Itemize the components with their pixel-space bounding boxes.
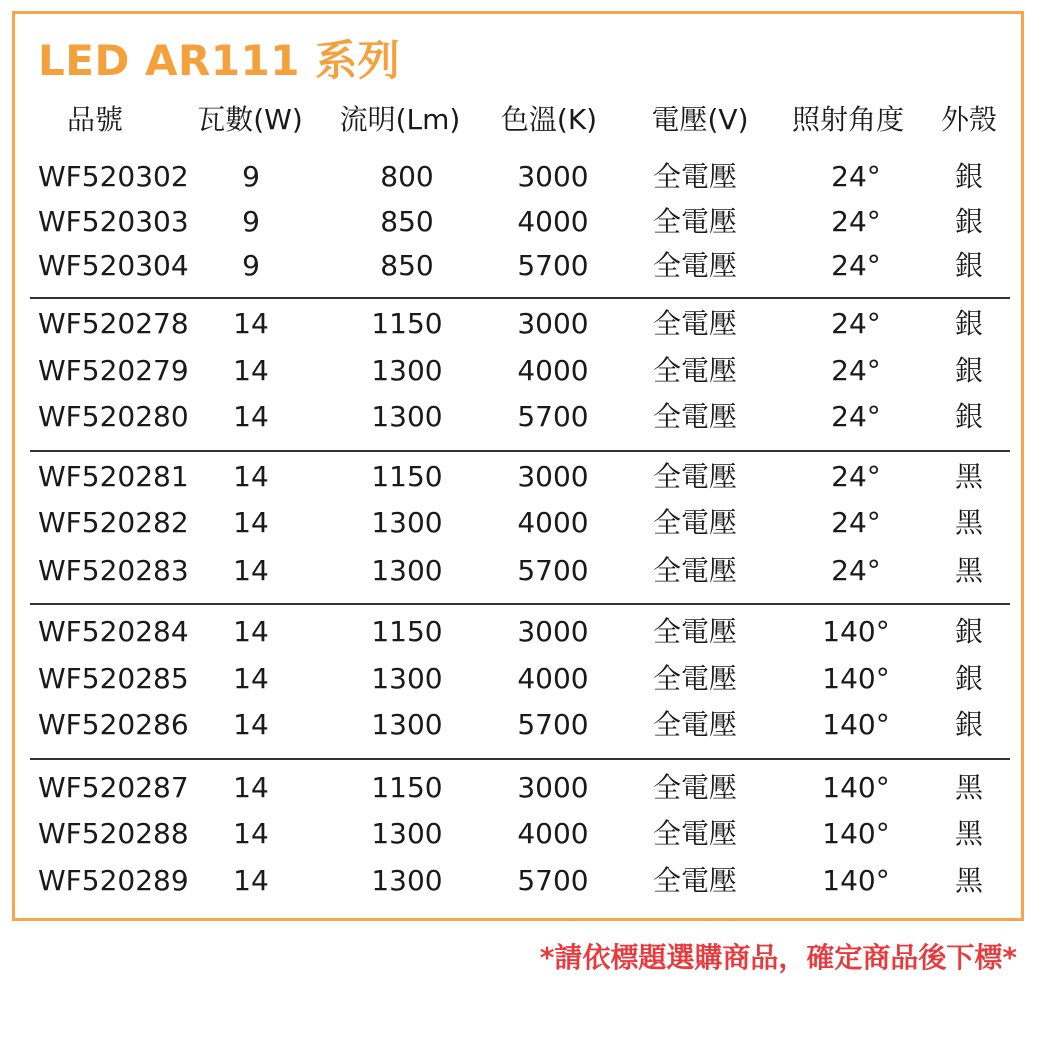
cell-color-temp: 3000 [517,460,589,493]
cell-wattage: 9 [242,160,260,193]
cell-lumens: 1300 [371,864,443,897]
cell-color-temp: 4000 [517,205,589,238]
cell-color-temp: 5700 [517,400,589,433]
cell-beam-angle: 24° [831,205,881,238]
cell-part-number: WF520282 [38,506,189,539]
cell-color-temp: 5700 [517,708,589,741]
group-divider [30,758,1010,760]
cell-voltage: 全電壓 [652,615,737,648]
cell-lumens: 1150 [371,615,443,648]
cell-color-temp: 4000 [517,506,589,539]
cell-beam-angle: 140° [822,817,890,850]
cell-part-number: WF520284 [38,615,189,648]
cell-voltage: 全電壓 [652,354,737,387]
cell-part-number: WF520283 [38,554,189,587]
cell-housing: 銀 [954,400,983,433]
cell-part-number: WF520281 [38,460,189,493]
cell-part-number: WF520303 [38,205,189,238]
cell-housing: 銀 [954,615,983,648]
cell-lumens: 1150 [371,771,443,804]
cell-beam-angle: 24° [831,460,881,493]
purchase-note: *請依標題選購商品，確定商品後下標* [539,941,1017,974]
header-part-number: 品號 [66,103,123,136]
cell-voltage: 全電壓 [652,307,737,340]
cell-part-number: WF520304 [38,249,189,282]
cell-wattage: 9 [242,205,260,238]
cell-part-number: WF520287 [38,771,189,804]
cell-voltage: 全電壓 [652,400,737,433]
cell-lumens: 1300 [371,354,443,387]
cell-wattage: 14 [233,615,269,648]
cell-wattage: 14 [233,864,269,897]
cell-voltage: 全電壓 [652,506,737,539]
cell-voltage: 全電壓 [652,771,737,804]
cell-wattage: 14 [233,460,269,493]
cell-beam-angle: 24° [831,554,881,587]
cell-part-number: WF520279 [38,354,189,387]
cell-housing: 銀 [954,307,983,340]
cell-voltage: 全電壓 [652,160,737,193]
header-lumens: 流明(Lm) [339,103,461,136]
cell-part-number: WF520288 [38,817,189,850]
cell-lumens: 1300 [371,662,443,695]
cell-housing: 黑 [954,554,983,587]
cell-lumens: 850 [380,249,434,282]
cell-color-temp: 5700 [517,249,589,282]
cell-lumens: 800 [380,160,434,193]
cell-color-temp: 5700 [517,554,589,587]
cell-voltage: 全電壓 [652,460,737,493]
cell-color-temp: 4000 [517,817,589,850]
cell-beam-angle: 24° [831,307,881,340]
cell-beam-angle: 140° [822,708,890,741]
cell-lumens: 850 [380,205,434,238]
cell-voltage: 全電壓 [652,554,737,587]
cell-wattage: 14 [233,708,269,741]
cell-color-temp: 4000 [517,354,589,387]
cell-housing: 黑 [954,817,983,850]
cell-beam-angle: 24° [831,354,881,387]
cell-voltage: 全電壓 [652,708,737,741]
cell-beam-angle: 140° [822,771,890,804]
cell-voltage: 全電壓 [652,249,737,282]
cell-beam-angle: 24° [831,506,881,539]
cell-lumens: 1300 [371,708,443,741]
cell-housing: 銀 [954,205,983,238]
cell-color-temp: 3000 [517,771,589,804]
cell-beam-angle: 140° [822,864,890,897]
cell-color-temp: 5700 [517,864,589,897]
header-housing: 外殼 [940,103,997,136]
cell-lumens: 1300 [371,554,443,587]
cell-wattage: 14 [233,400,269,433]
cell-housing: 黑 [954,460,983,493]
cell-housing: 銀 [954,249,983,282]
page-title: LED AR111 系列 [38,36,401,85]
cell-color-temp: 3000 [517,615,589,648]
cell-housing: 黑 [954,864,983,897]
group-divider [30,603,1010,605]
cell-part-number: WF520302 [38,160,189,193]
header-beam-angle: 照射角度 [791,103,904,136]
cell-housing: 黑 [954,771,983,804]
cell-part-number: WF520285 [38,662,189,695]
cell-housing: 黑 [954,506,983,539]
cell-color-temp: 3000 [517,307,589,340]
cell-housing: 銀 [954,662,983,695]
cell-beam-angle: 24° [831,249,881,282]
cell-wattage: 14 [233,506,269,539]
cell-housing: 銀 [954,708,983,741]
cell-part-number: WF520280 [38,400,189,433]
cell-part-number: WF520286 [38,708,189,741]
header-voltage: 電壓(V) [651,103,749,136]
cell-beam-angle: 140° [822,662,890,695]
cell-wattage: 14 [233,662,269,695]
cell-wattage: 14 [233,307,269,340]
cell-beam-angle: 24° [831,160,881,193]
cell-housing: 銀 [954,354,983,387]
cell-voltage: 全電壓 [652,205,737,238]
cell-wattage: 9 [242,249,260,282]
cell-voltage: 全電壓 [652,817,737,850]
cell-color-temp: 4000 [517,662,589,695]
cell-lumens: 1300 [371,400,443,433]
cell-wattage: 14 [233,354,269,387]
group-divider [30,450,1010,452]
header-color-temp: 色溫(K) [500,103,598,136]
cell-wattage: 14 [233,554,269,587]
cell-housing: 銀 [954,160,983,193]
group-divider [30,297,1010,299]
cell-wattage: 14 [233,771,269,804]
cell-lumens: 1150 [371,307,443,340]
cell-voltage: 全電壓 [652,864,737,897]
cell-lumens: 1150 [371,460,443,493]
cell-voltage: 全電壓 [652,662,737,695]
cell-wattage: 14 [233,817,269,850]
cell-color-temp: 3000 [517,160,589,193]
cell-part-number: WF520278 [38,307,189,340]
cell-lumens: 1300 [371,506,443,539]
cell-lumens: 1300 [371,817,443,850]
header-wattage: 瓦數(W) [197,103,303,136]
cell-beam-angle: 24° [831,400,881,433]
cell-part-number: WF520289 [38,864,189,897]
cell-beam-angle: 140° [822,615,890,648]
